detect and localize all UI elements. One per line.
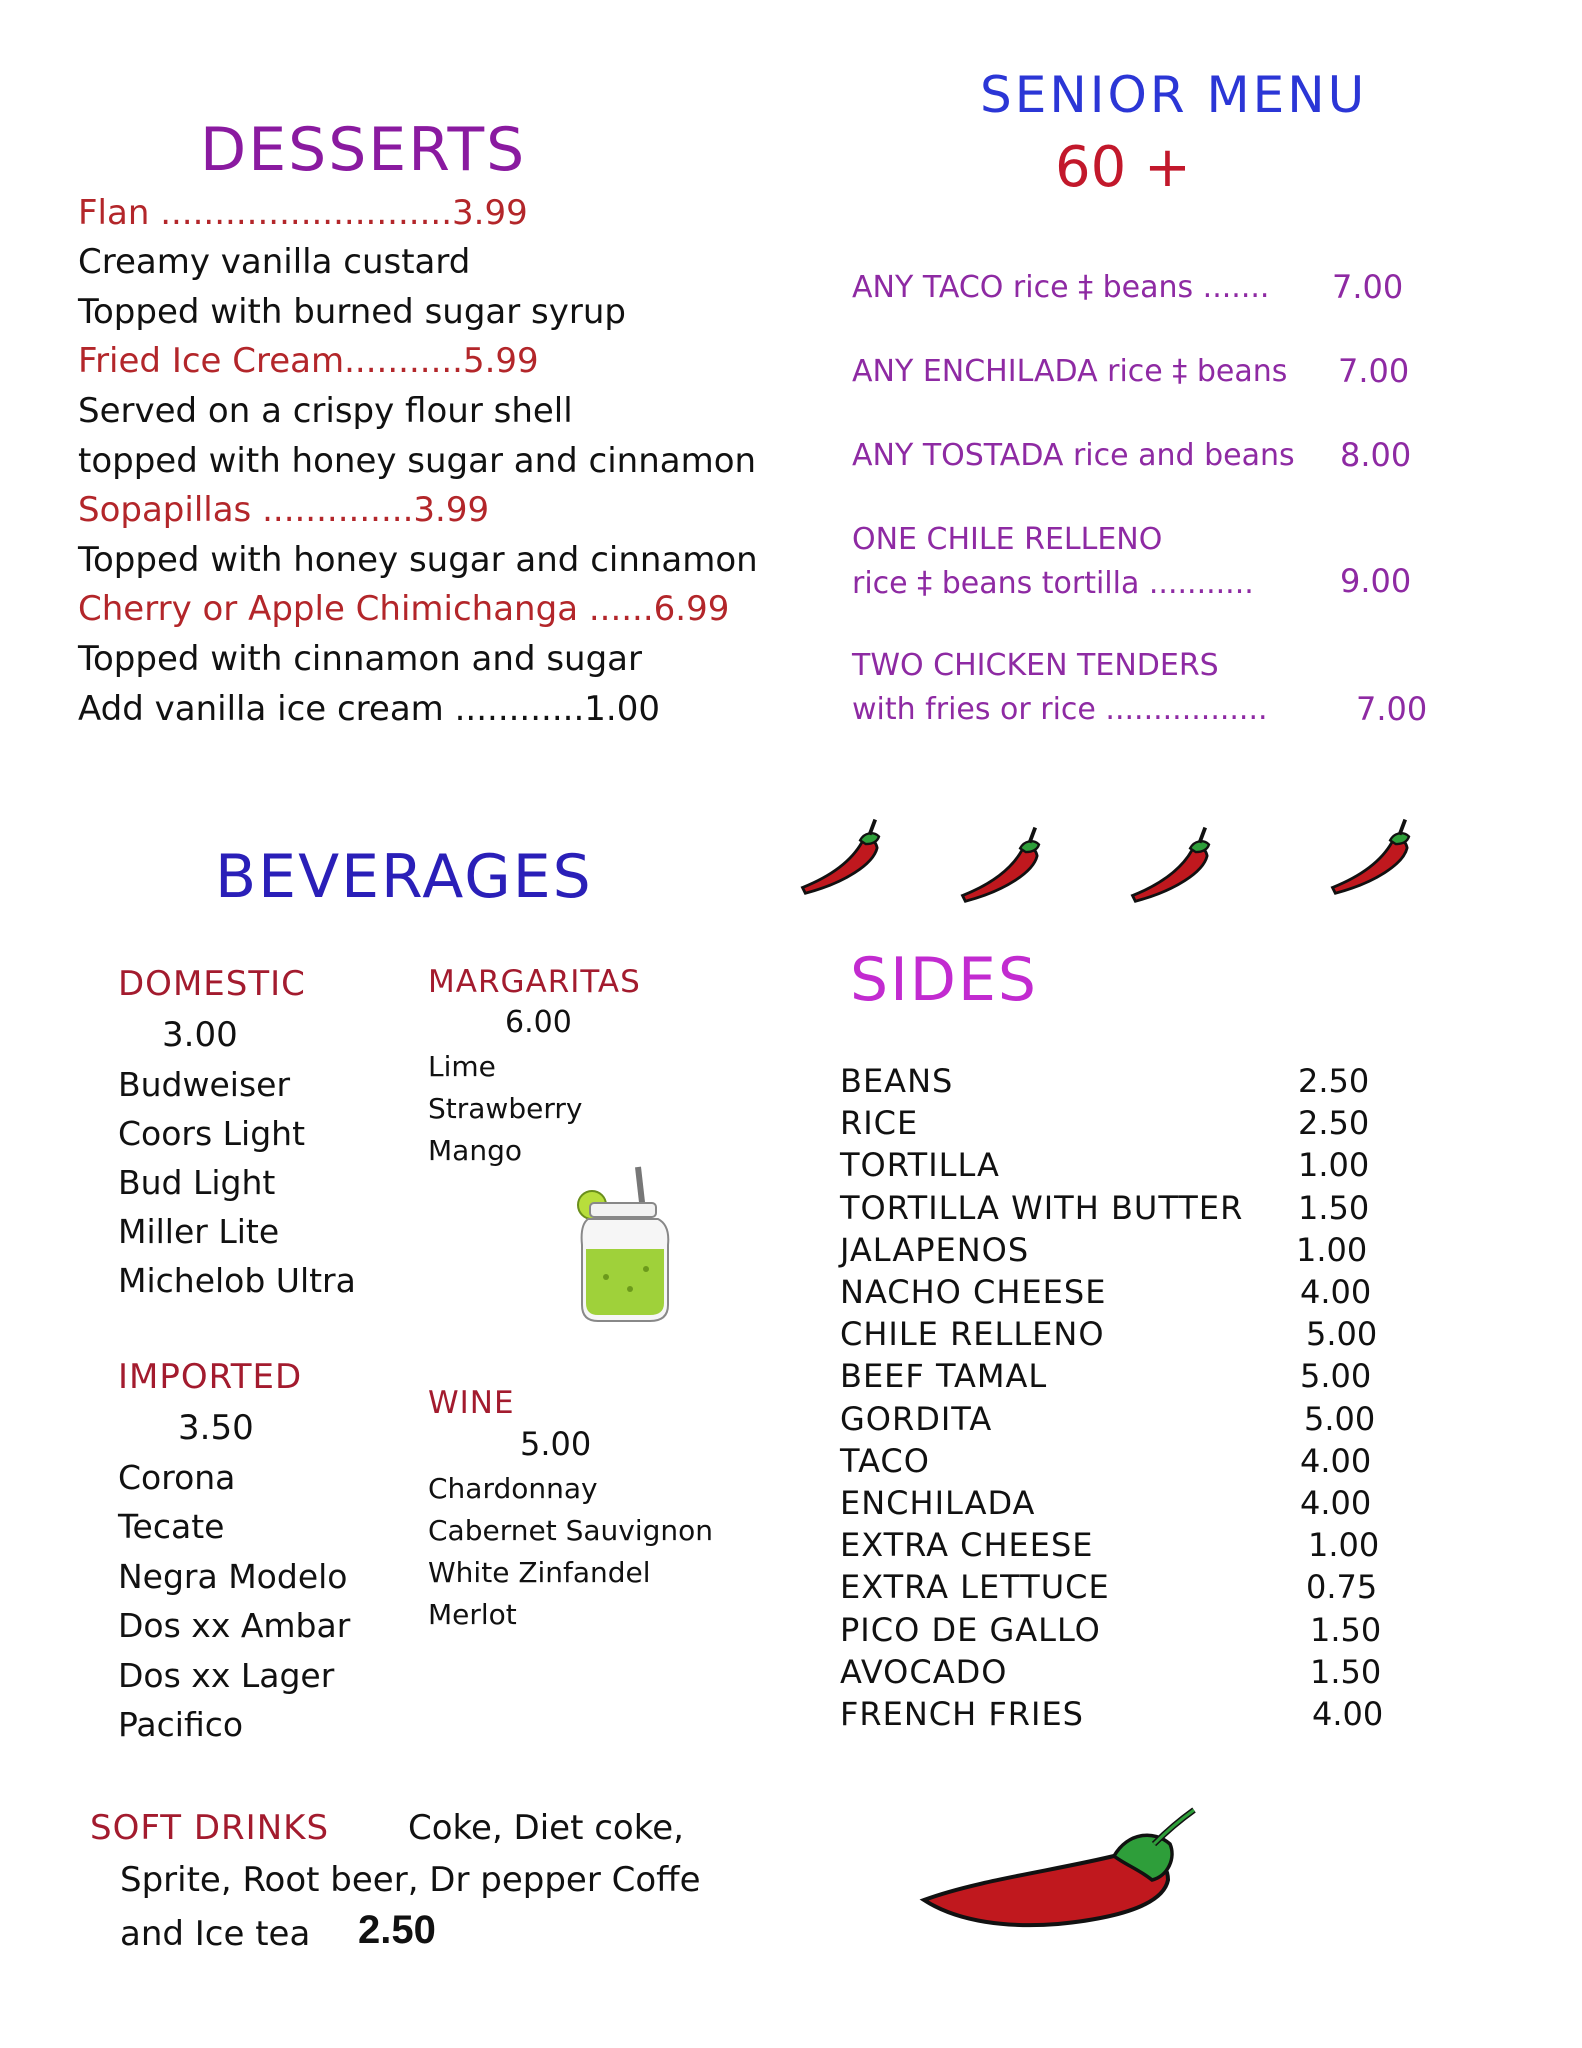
soft-drinks-line: Sprite, Root beer, Dr pepper Coffe [120,1860,701,1900]
soft-drinks-label: SOFT DRINKS [90,1808,330,1848]
imported-label: IMPORTED [118,1357,303,1397]
senior-price: 7.00 [1338,352,1410,390]
side-item-price: 2.50 [1298,1104,1370,1143]
senior-item-detail: rice ‡ beans tortilla ........... [852,566,1254,601]
margaritas-label: MARGARITAS [428,964,641,1000]
side-item-price: 4.00 [1300,1484,1372,1522]
side-item-name: RICE [840,1104,919,1143]
beer-item: Corona [118,1458,236,1497]
margarita-item: Strawberry [428,1092,583,1125]
beer-item: Miller Lite [118,1212,280,1251]
senior-item: TWO CHICKEN TENDERS [852,648,1219,683]
imported-price: 3.50 [178,1408,254,1448]
senior-item: ANY TOSTADA rice and beans [852,438,1295,473]
side-item-price: 0.75 [1306,1568,1378,1607]
side-item-name: BEEF TAMAL [840,1357,1048,1396]
senior-item: ANY TACO rice ‡ beans ....... [852,270,1270,305]
margarita-item: Lime [428,1050,496,1083]
chili-pepper-icon [1325,812,1425,897]
sides-title: SIDES [850,945,1038,1015]
beer-item: Dos xx Lager [118,1656,335,1695]
dessert-line: Add vanilla ice cream ............1.00 [78,689,660,729]
beer-item: Tecate [118,1507,225,1546]
wine-item: Merlot [428,1598,517,1631]
dessert-line: Fried Ice Cream...........5.99 [78,341,539,381]
dessert-line: Served on a crispy flour shell [78,391,573,431]
side-item-name: EXTRA LETTUCE [840,1568,1110,1607]
side-item-name: AVOCADO [840,1652,1008,1691]
dessert-line: topped with honey sugar and cinnamon [78,441,757,481]
dessert-line: Flan ...........................3.99 [78,193,528,233]
beer-item: Bud Light [118,1163,276,1202]
side-item-price: 1.00 [1298,1146,1370,1185]
wine-label: WINE [428,1385,515,1421]
desserts-title: DESSERTS [200,115,527,185]
side-item-name: EXTRA CHEESE [840,1526,1094,1565]
side-item-price: 4.00 [1300,1441,1372,1480]
senior-menu-title: SENIOR MENU [980,66,1368,124]
wine-item: Cabernet Sauvignon [428,1514,714,1547]
senior-price: 7.00 [1356,690,1428,728]
senior-item: ONE CHILE RELLENO [852,522,1163,557]
dessert-line: Topped with cinnamon and sugar [78,639,642,679]
dessert-line: Topped with honey sugar and cinnamon [78,540,758,580]
senior-price: 9.00 [1340,562,1412,600]
side-item-name: CHILE RELLENO [840,1315,1105,1354]
senior-menu-age: 60 + [1055,135,1191,200]
chili-pepper-icon [795,812,895,897]
beer-item: Michelob Ultra [118,1261,356,1300]
dessert-line: Topped with burned sugar syrup [78,292,626,332]
side-item-price: 4.00 [1312,1695,1384,1733]
side-item-price: 5.00 [1304,1399,1376,1438]
side-item-price: 1.00 [1296,1230,1368,1269]
soft-drinks-line: Coke, Diet coke, [408,1808,684,1848]
soft-drinks-line: and Ice tea [120,1914,311,1954]
side-item-name: TORTILLA [840,1146,1000,1185]
side-item-price: 1.00 [1308,1526,1380,1565]
side-item-name: FRENCH FRIES [840,1695,1084,1733]
wine-item: White Zinfandel [428,1556,651,1589]
side-item-price: 2.50 [1298,1062,1370,1100]
side-item-name: TACO [840,1441,930,1480]
margarita-jar-icon [570,1165,680,1325]
side-item-price: 1.50 [1310,1652,1382,1691]
dessert-line: Creamy vanilla custard [78,242,471,282]
beer-item: Pacifico [118,1705,244,1744]
soft-drinks-price: 2.50 [358,1908,436,1952]
dessert-line: Cherry or Apple Chimichanga ......6.99 [78,589,730,629]
side-item-name: TORTILLA WITH BUTTER [840,1188,1244,1227]
beer-item: Dos xx Ambar [118,1606,351,1645]
side-item-name: NACHO CHEESE [840,1273,1107,1311]
side-item-price: 5.00 [1306,1315,1378,1354]
side-item-name: PICO DE GALLO [840,1610,1101,1649]
side-item-name: ENCHILADA [840,1484,1036,1522]
senior-price: 8.00 [1340,436,1412,474]
wine-price: 5.00 [520,1425,592,1463]
side-item-price: 5.00 [1300,1357,1372,1396]
side-item-name: BEANS [840,1062,954,1100]
senior-price: 7.00 [1332,268,1404,306]
senior-item: ANY ENCHILADA rice ‡ beans [852,354,1288,389]
margaritas-price: 6.00 [505,1005,572,1040]
side-item-name: JALAPENOS [840,1230,1030,1269]
chili-pepper-icon [955,820,1055,905]
side-item-price: 1.50 [1298,1188,1370,1227]
beer-item: Budweiser [118,1065,291,1104]
domestic-price: 3.00 [162,1015,238,1055]
senior-item-detail: with fries or rice ................. [852,692,1268,727]
wine-item: Chardonnay [428,1472,598,1505]
margarita-item: Mango [428,1134,522,1167]
chili-pepper-icon [918,1800,1208,1940]
dessert-line: Sopapillas ..............3.99 [78,490,490,530]
side-item-name: GORDITA [840,1399,993,1438]
side-item-price: 1.50 [1310,1610,1382,1649]
side-item-price: 4.00 [1300,1273,1372,1311]
beer-item: Coors Light [118,1114,306,1153]
domestic-label: DOMESTIC [118,964,306,1004]
beverages-title: BEVERAGES [215,842,593,912]
chili-pepper-icon [1125,820,1225,905]
beer-item: Negra Modelo [118,1557,348,1596]
